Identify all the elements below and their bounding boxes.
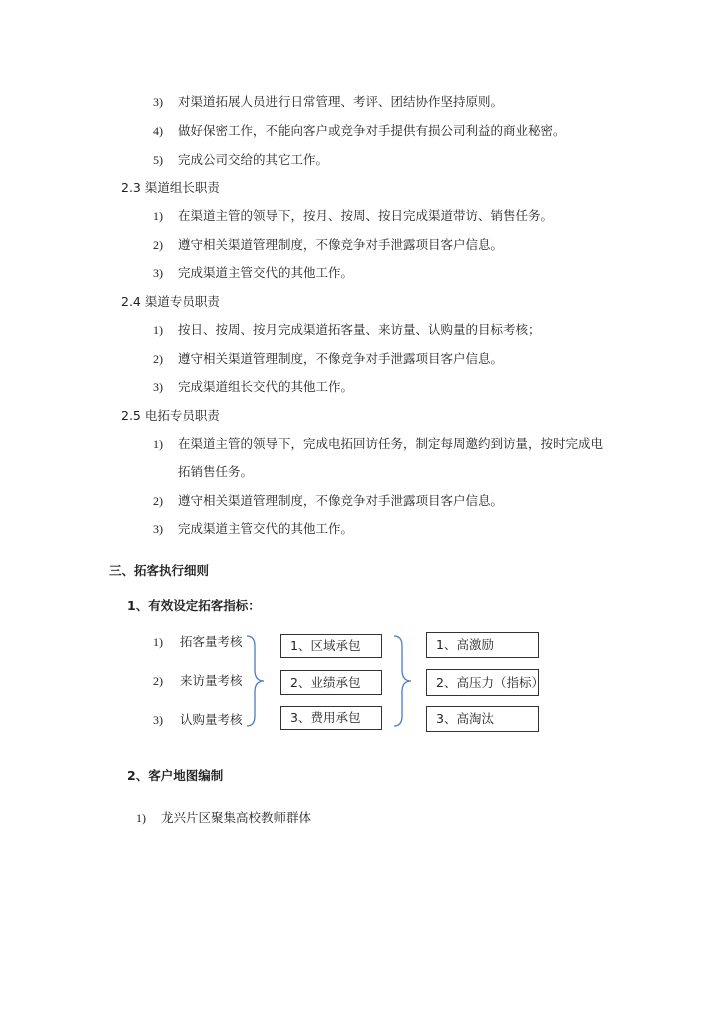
list-number: 4) <box>153 124 163 138</box>
list-item-text: 龙兴片区聚集高校教师群体 <box>161 810 312 825</box>
list-item-text: 完成公司交给的其它工作。 <box>178 152 329 167</box>
list-number: 2) <box>153 238 163 252</box>
contract-box <box>280 670 382 695</box>
right-brace-icon <box>392 634 414 728</box>
list-number: 1) <box>153 209 163 223</box>
list-item-text: 完成渠道组长交代的其他工作。 <box>178 379 354 394</box>
contract-box-label: 2、业绩承包 <box>290 674 361 690</box>
list-item-text: 完成渠道主管交代的其他工作。 <box>178 521 354 536</box>
list-number: 2) <box>153 674 163 688</box>
subsection-heading-customer-map: 2、客户地图编制 <box>127 768 224 783</box>
subsection-heading-targets: 1、有效设定拓客指标： <box>127 598 261 613</box>
contract-box-label: 1、区域承包 <box>290 638 361 653</box>
metric-label: 来访量考核 <box>180 673 243 688</box>
list-item-text: 在渠道主管的领导下，完成电拓回访任务，制定每周邀约到访量，按时完成电 <box>178 436 604 451</box>
list-item-text: 遵守相关渠道管理制度，不像竞争对手泄露项目客户信息。 <box>178 351 504 366</box>
outcome-box <box>426 669 544 696</box>
list-item-text: 做好保密工作，不能向客户或竞争对手提供有损公司利益的商业秘密。 <box>178 123 566 138</box>
contract-box <box>280 706 382 730</box>
right-brace-icon <box>245 634 267 728</box>
contract-box-label: 3、费用承包 <box>290 710 361 725</box>
list-item-text: 对渠道拓展人员进行日常管理、考评、团结协作坚持原则。 <box>178 94 504 109</box>
list-item-text: 按日、按周、按月完成渠道拓客量、来访量、认购量的目标考核； <box>178 322 541 337</box>
outcome-box-label: 2、高压力（指标） <box>436 674 544 690</box>
list-number: 1) <box>153 437 163 451</box>
list-number: 2) <box>153 352 163 366</box>
list-number: 3) <box>153 380 163 394</box>
list-item-text: 在渠道主管的领导下，按月、按周、按日完成渠道带访、销售任务。 <box>178 208 554 223</box>
metric-label: 认购量考核 <box>180 712 243 727</box>
section-heading-3: 三、拓客执行细则 <box>109 563 210 578</box>
list-number: 3) <box>153 95 163 109</box>
list-number: 1) <box>136 811 146 825</box>
list-number: 3) <box>153 266 163 280</box>
outcome-box-label: 3、高淘汰 <box>436 711 494 726</box>
list-item-text: 遵守相关渠道管理制度，不像竞争对手泄露项目客户信息。 <box>178 493 504 508</box>
outcome-box-label: 1、高激励 <box>436 637 494 652</box>
list-number: 3) <box>153 713 163 727</box>
metric-label: 拓客量考核 <box>180 634 243 649</box>
outcome-box <box>426 632 539 658</box>
list-item-continuation: 拓销售任务。 <box>178 464 254 479</box>
list-number: 5) <box>153 153 163 167</box>
list-item-text: 遵守相关渠道管理制度，不像竞争对手泄露项目客户信息。 <box>178 237 504 252</box>
section-heading-2-4: 2.4 渠道专员职责 <box>121 294 220 309</box>
list-number: 1) <box>153 323 163 337</box>
outcome-box <box>426 706 539 732</box>
list-number: 1) <box>153 635 163 649</box>
contract-box <box>280 634 382 658</box>
section-heading-2-5: 2.5 电拓专员职责 <box>121 408 220 423</box>
list-number: 2) <box>153 494 163 508</box>
list-number: 3) <box>153 522 163 536</box>
section-heading-2-3: 2.3 渠道组长职责 <box>121 180 220 195</box>
list-item-text: 完成渠道主管交代的其他工作。 <box>178 265 354 280</box>
